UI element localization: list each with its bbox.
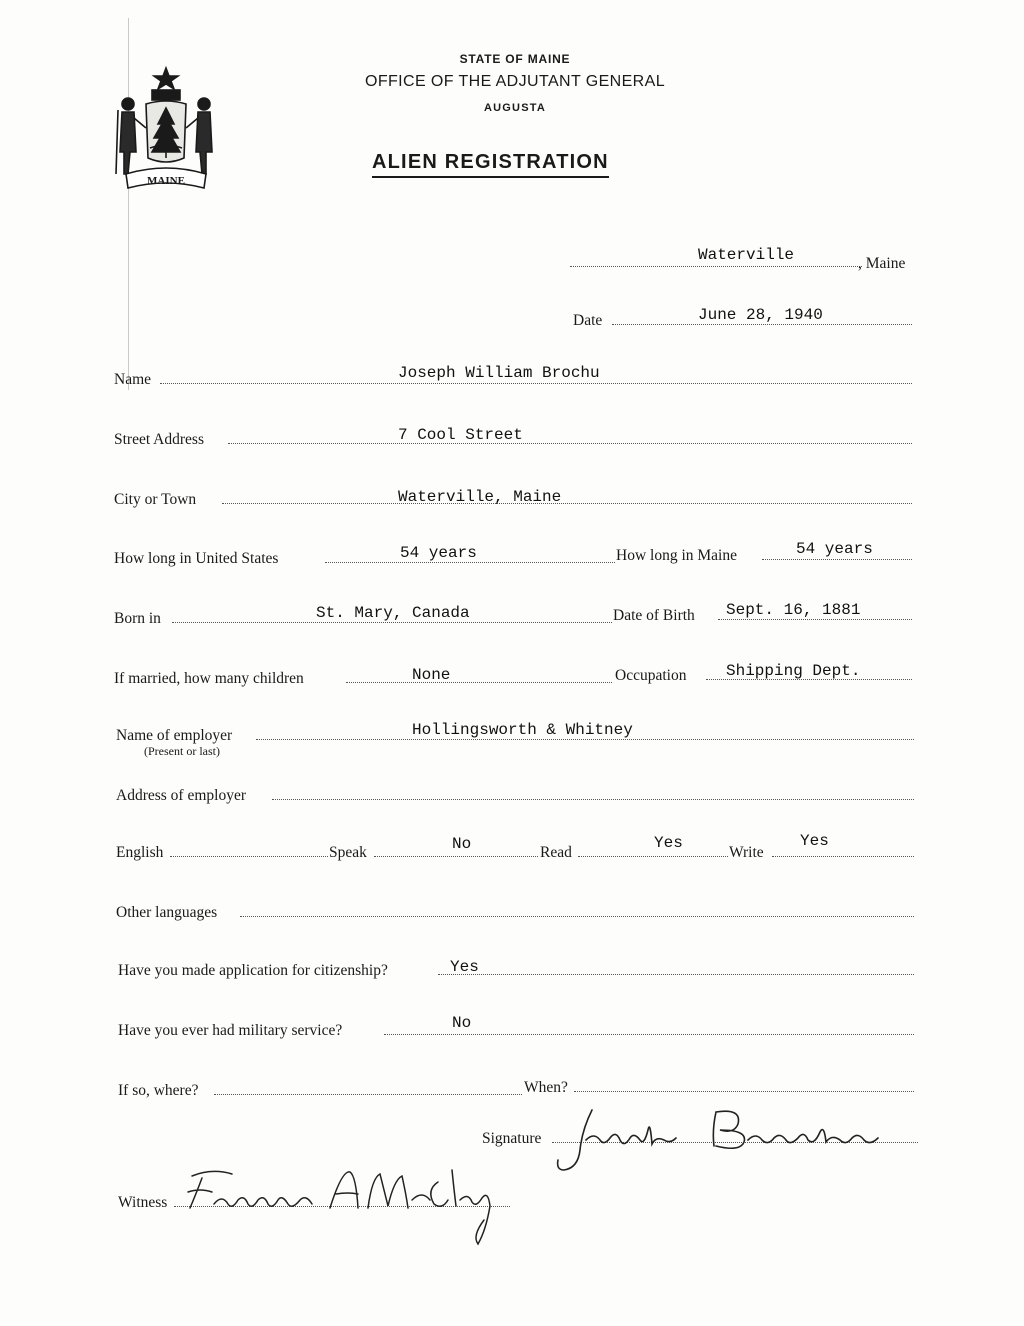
read-label: Read [540, 844, 572, 861]
street-value: 7 Cool Street [398, 426, 523, 444]
when-line [574, 1091, 914, 1092]
children-label: If married, how many children [114, 670, 304, 687]
location-line [570, 266, 862, 267]
state-heading: STATE OF MAINE [459, 52, 571, 66]
where-label: If so, where? [118, 1082, 199, 1099]
write-line [772, 856, 914, 857]
employer-address-label: Address of employer [116, 787, 246, 804]
employer-value: Hollingsworth & Whitney [412, 721, 633, 739]
citizenship-label: Have you made application for citizenship? [118, 962, 388, 979]
children-value: None [412, 666, 451, 684]
date-label: Date [573, 312, 603, 329]
us-duration-value: 54 years [400, 544, 477, 562]
name-value: Joseph William Brochu [398, 364, 600, 382]
employer-label: Name of employer [116, 727, 233, 744]
city-label: City or Town [114, 491, 197, 508]
city-heading: AUGUSTA [484, 102, 546, 114]
occupation-label: Occupation [615, 667, 687, 684]
military-value: No [452, 1014, 472, 1032]
english-label: English [116, 844, 164, 861]
citizenship-line [438, 974, 914, 975]
speak-line [374, 856, 538, 857]
maine-seal-icon [112, 62, 220, 194]
street-label: Street Address [114, 431, 204, 448]
maine-duration-line [762, 559, 912, 560]
date-value: June 28, 1940 [698, 306, 823, 324]
signature-label: Signature [482, 1130, 542, 1147]
born-value: St. Mary, Canada [316, 604, 470, 622]
read-value: Yes [654, 834, 683, 852]
maine-duration-label: How long in Maine [616, 547, 737, 564]
write-label: Write [729, 844, 764, 861]
write-value: Yes [800, 832, 829, 850]
military-line [384, 1034, 914, 1035]
children-line [346, 682, 612, 683]
location-value: Waterville [698, 246, 795, 264]
where-line [214, 1094, 522, 1095]
dob-label: Date of Birth [613, 607, 695, 624]
us-duration-label: How long in United States [114, 550, 279, 567]
born-label: Born in [114, 610, 161, 627]
english-line [170, 856, 328, 857]
witness-handwriting [172, 1160, 512, 1250]
witness-label: Witness [118, 1194, 168, 1211]
citizenship-value: Yes [450, 958, 479, 976]
employer-address-line [272, 799, 914, 800]
office-heading: OFFICE OF THE ADJUTANT GENERAL [364, 73, 666, 90]
name-label: Name [114, 371, 152, 388]
employer-sublabel: (Present or last) [144, 744, 220, 758]
name-line [160, 383, 912, 384]
when-label: When? [524, 1079, 568, 1096]
speak-label: Speak [329, 844, 367, 861]
dob-value: Sept. 16, 1881 [726, 601, 861, 619]
maine-duration-value: 54 years [796, 540, 873, 558]
street-line [228, 443, 912, 444]
location-suffix: , Maine [858, 255, 906, 272]
form-title: ALIEN REGISTRATION [372, 150, 609, 178]
other-languages-line [240, 916, 914, 917]
military-label: Have you ever had military service? [118, 1022, 343, 1039]
city-line [222, 503, 912, 504]
speak-value: No [452, 835, 472, 853]
city-value: Waterville, Maine [398, 488, 562, 506]
signature-handwriting [552, 1100, 892, 1180]
seal-text: MAINE [147, 175, 185, 187]
occupation-value: Shipping Dept. [726, 662, 861, 680]
read-line [578, 856, 728, 857]
other-languages-label: Other languages [116, 904, 218, 921]
